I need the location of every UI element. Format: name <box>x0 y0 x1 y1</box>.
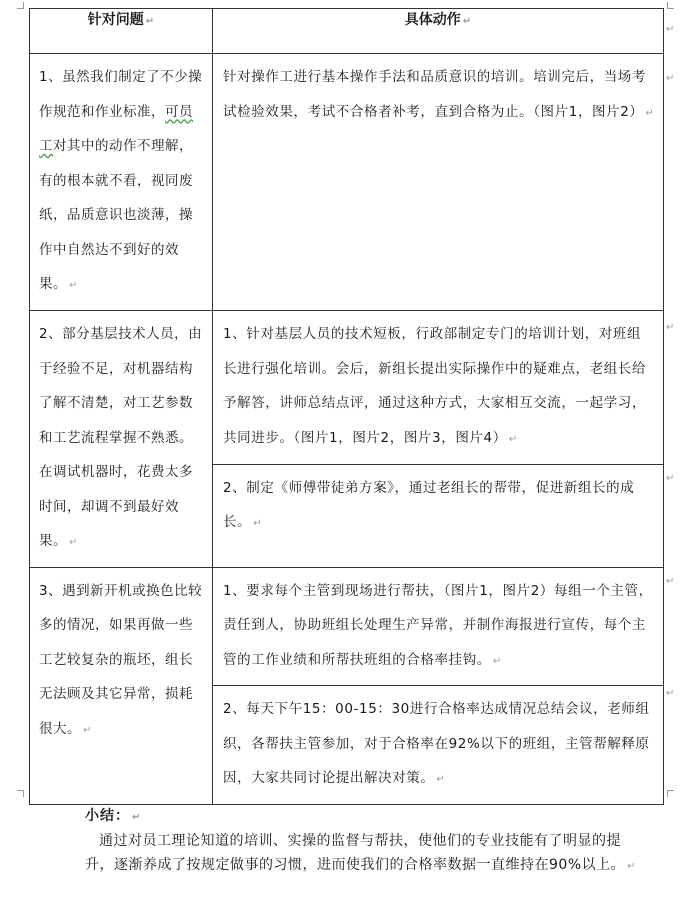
table-row <box>30 311 664 465</box>
summary-title: 小结： ↵ <box>85 808 142 824</box>
crop-mark <box>667 2 674 9</box>
problem-cell: 1、虽然我们制定了不少操作规范和作业标准，可员工对其中的动作不理解，有的根本就不看，视同废纸，品质意识也淡薄，操作中自然达不到好的效果。 ↵ <box>30 54 213 311</box>
summary-body: 通过对员工理论知道的培训、实操的监督与帮扶，使他们的专业技能有了明显的提升，逐渐养成了按规定做事的习惯，进而使我们的合格率数据一直维持在90%以上。 ↵ <box>85 833 637 873</box>
measures-table <box>29 8 664 805</box>
row-end-mark: ↵ <box>666 576 675 587</box>
crop-mark <box>667 790 674 797</box>
table-row <box>30 567 664 686</box>
row-end-mark: ↵ <box>666 73 675 84</box>
row-end-mark: ↵ <box>666 322 675 333</box>
action-cell: 2、制定《师傅带徒弟方案》，通过老组长的帮带，促进新组长的成长。 ↵ <box>213 464 664 567</box>
action-cell: 1、要求每个主管到现场进行帮扶，（图片1，图片2）每组一个主管，责任到人，协助班组长处理生产异常，并制作海报进行宣传，每个主管的工作业绩和所帮扶班组的合格率挂钩。 ↵ <box>213 567 664 686</box>
row-end-mark: ↵ <box>666 688 675 699</box>
crop-mark <box>17 2 24 9</box>
action-cell: 针对操作工进行基本操作手法和品质意识的培训。培训完后，当场考试检验效果，考试不合格者补考，直到合格为止。（图片1，图片2） ↵ <box>213 54 664 311</box>
table-row <box>30 54 664 311</box>
problem-cell: 3、遇到新开机或换色比较多的情况，如果再做一些工艺较复杂的瓶坯，组长无法顾及其它异常，损耗很大。 ↵ <box>30 567 213 804</box>
action-cell: 2、每天下午15：00-15：30进行合格率达成情况总结会议，老师组织，各帮扶主管参加，对于合格率在92%以下的班组，主管帮解释原因，大家共同讨论提出解决对策。 ↵ <box>213 686 664 805</box>
crop-mark <box>17 790 24 797</box>
header-action: 具体动作 ↵ <box>213 9 664 54</box>
spellcheck-underline: 可员工 <box>39 103 193 154</box>
header-problem: 针对问题 ↵ <box>30 9 213 54</box>
problem-cell: 2、部分基层技术人员，由于经验不足，对机器结构了解不清楚，对工艺参数和工艺流程掌握不熟悉。在调试机器时，花费太多时间，却调不到最好效果。 ↵ <box>30 311 213 568</box>
action-cell: 1、针对基层人员的技术短板，行政部制定专门的培训计划，对班组长进行强化培训。会后，新组长提出实际操作中的疑难点，老组长给予解答，讲师总结点评，通过这种方式，大家相互交流，一起学习，共同进步。（图片1，图片2，图片3，图片4） ↵ <box>213 311 664 465</box>
summary-section <box>85 805 645 879</box>
row-end-mark: ↵ <box>666 473 675 484</box>
row-end-mark: ↵ <box>666 24 675 35</box>
table-header-row <box>30 9 664 54</box>
